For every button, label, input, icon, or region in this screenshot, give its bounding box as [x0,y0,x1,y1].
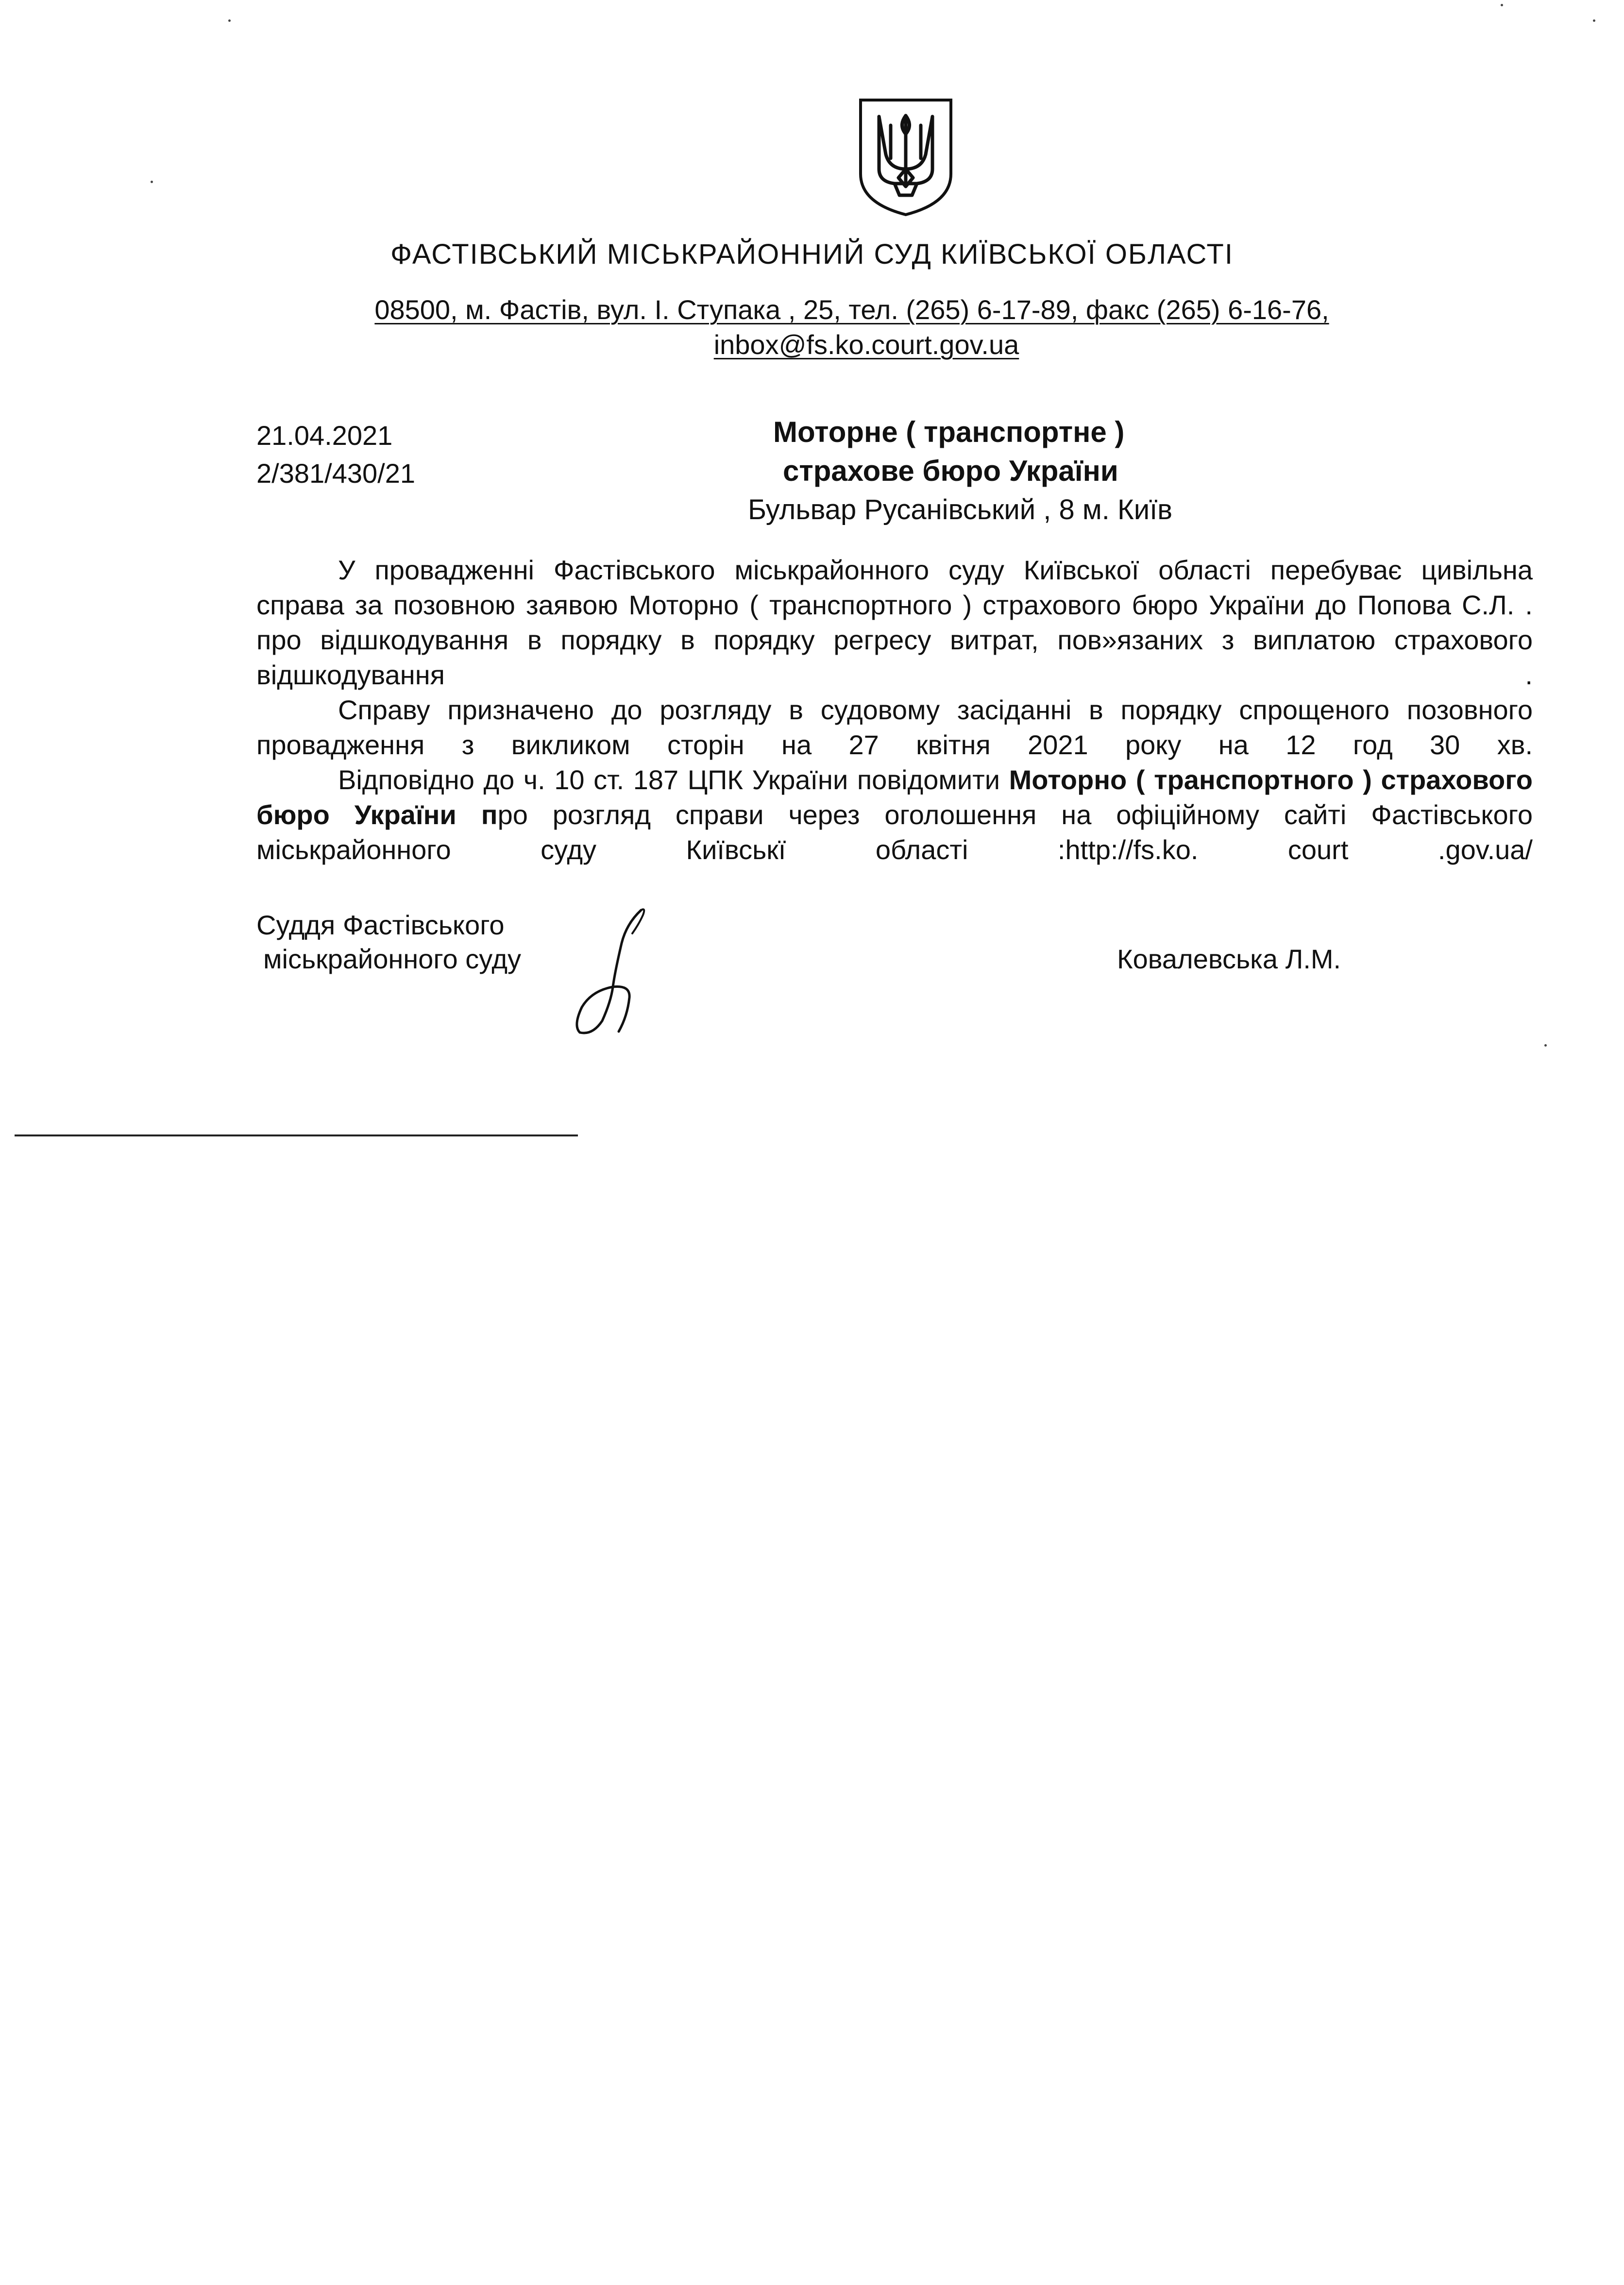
letter-body [256,553,1533,867]
scan-speck [1501,4,1503,6]
recipient-name-line1: Моторне ( транспортне ) [773,416,1125,448]
address-line: 08500, м. Фастів, вул. І. Ступака , 25, тел. (265) 6-17-89, факс (265) 6-16-76, [374,294,1329,325]
judge-title-line2: міськрайонного суду [263,944,522,974]
recipient-name-line2: страхове бюро України [783,455,1118,487]
case-number: 2/381/430/21 [256,458,415,489]
scan-speck [1593,19,1595,22]
recipient-block [748,413,1172,529]
letter-meta [256,417,415,492]
letter-date: 21.04.2021 [256,420,393,451]
court-email: inbox@fs.ko.court.gov.ua [713,329,1019,360]
body-paragraph-1: У провадженні Фастівського міськрайонного суду Київської області перебуває цивільна справа за позовною заявою Моторно ( транспортного ) страхового бюро України до Попова С.Л. . про відшкодування в порядку в порядку регресу витрат, пов»язаних з виплатою страхового відшкодування . [256,555,1533,690]
judge-title-line1: Суддя Фастівського [256,910,505,940]
judge-title [256,908,521,976]
court-address [0,292,1624,362]
coat-of-arms-trident-icon [856,96,956,218]
body-paragraph-3 [256,762,1533,867]
handwritten-signature [568,904,656,1040]
page-divider [15,1134,578,1136]
scan-speck [228,19,231,22]
recipient-address: Бульвар Русанівський , 8 м. Київ [748,494,1173,525]
body-paragraph-2: Справу призначено до розгляду в судовому засіданні в порядку спрощеного позовного провадження з викликом сторін на 27 квітня 2021 року на 12 год 30 хв. [256,694,1533,760]
scan-speck [151,181,153,183]
body-paragraph-3-end: ро розгляд справи через оголошення на офіційному сайті Фастівського міськрайонного суду Київськї області :http://fs.ko. court .gov.ua/ [256,799,1533,865]
scan-speck [1544,1044,1547,1047]
court-name-heading: ФАСТІВСЬКИЙ МІСЬКРАЙОННИЙ СУД КИЇВСЬКОЇ ОБЛАСТІ [390,238,1234,270]
judge-name: Ковалевська Л.М. [1117,944,1341,974]
body-paragraph-3-start: Відповідно до ч. 10 ст. 187 ЦПК України повідомити [338,764,1009,795]
body-paragraph-3-recipient: Моторно ( транспортного ) страхового бюро України п [256,764,1533,830]
